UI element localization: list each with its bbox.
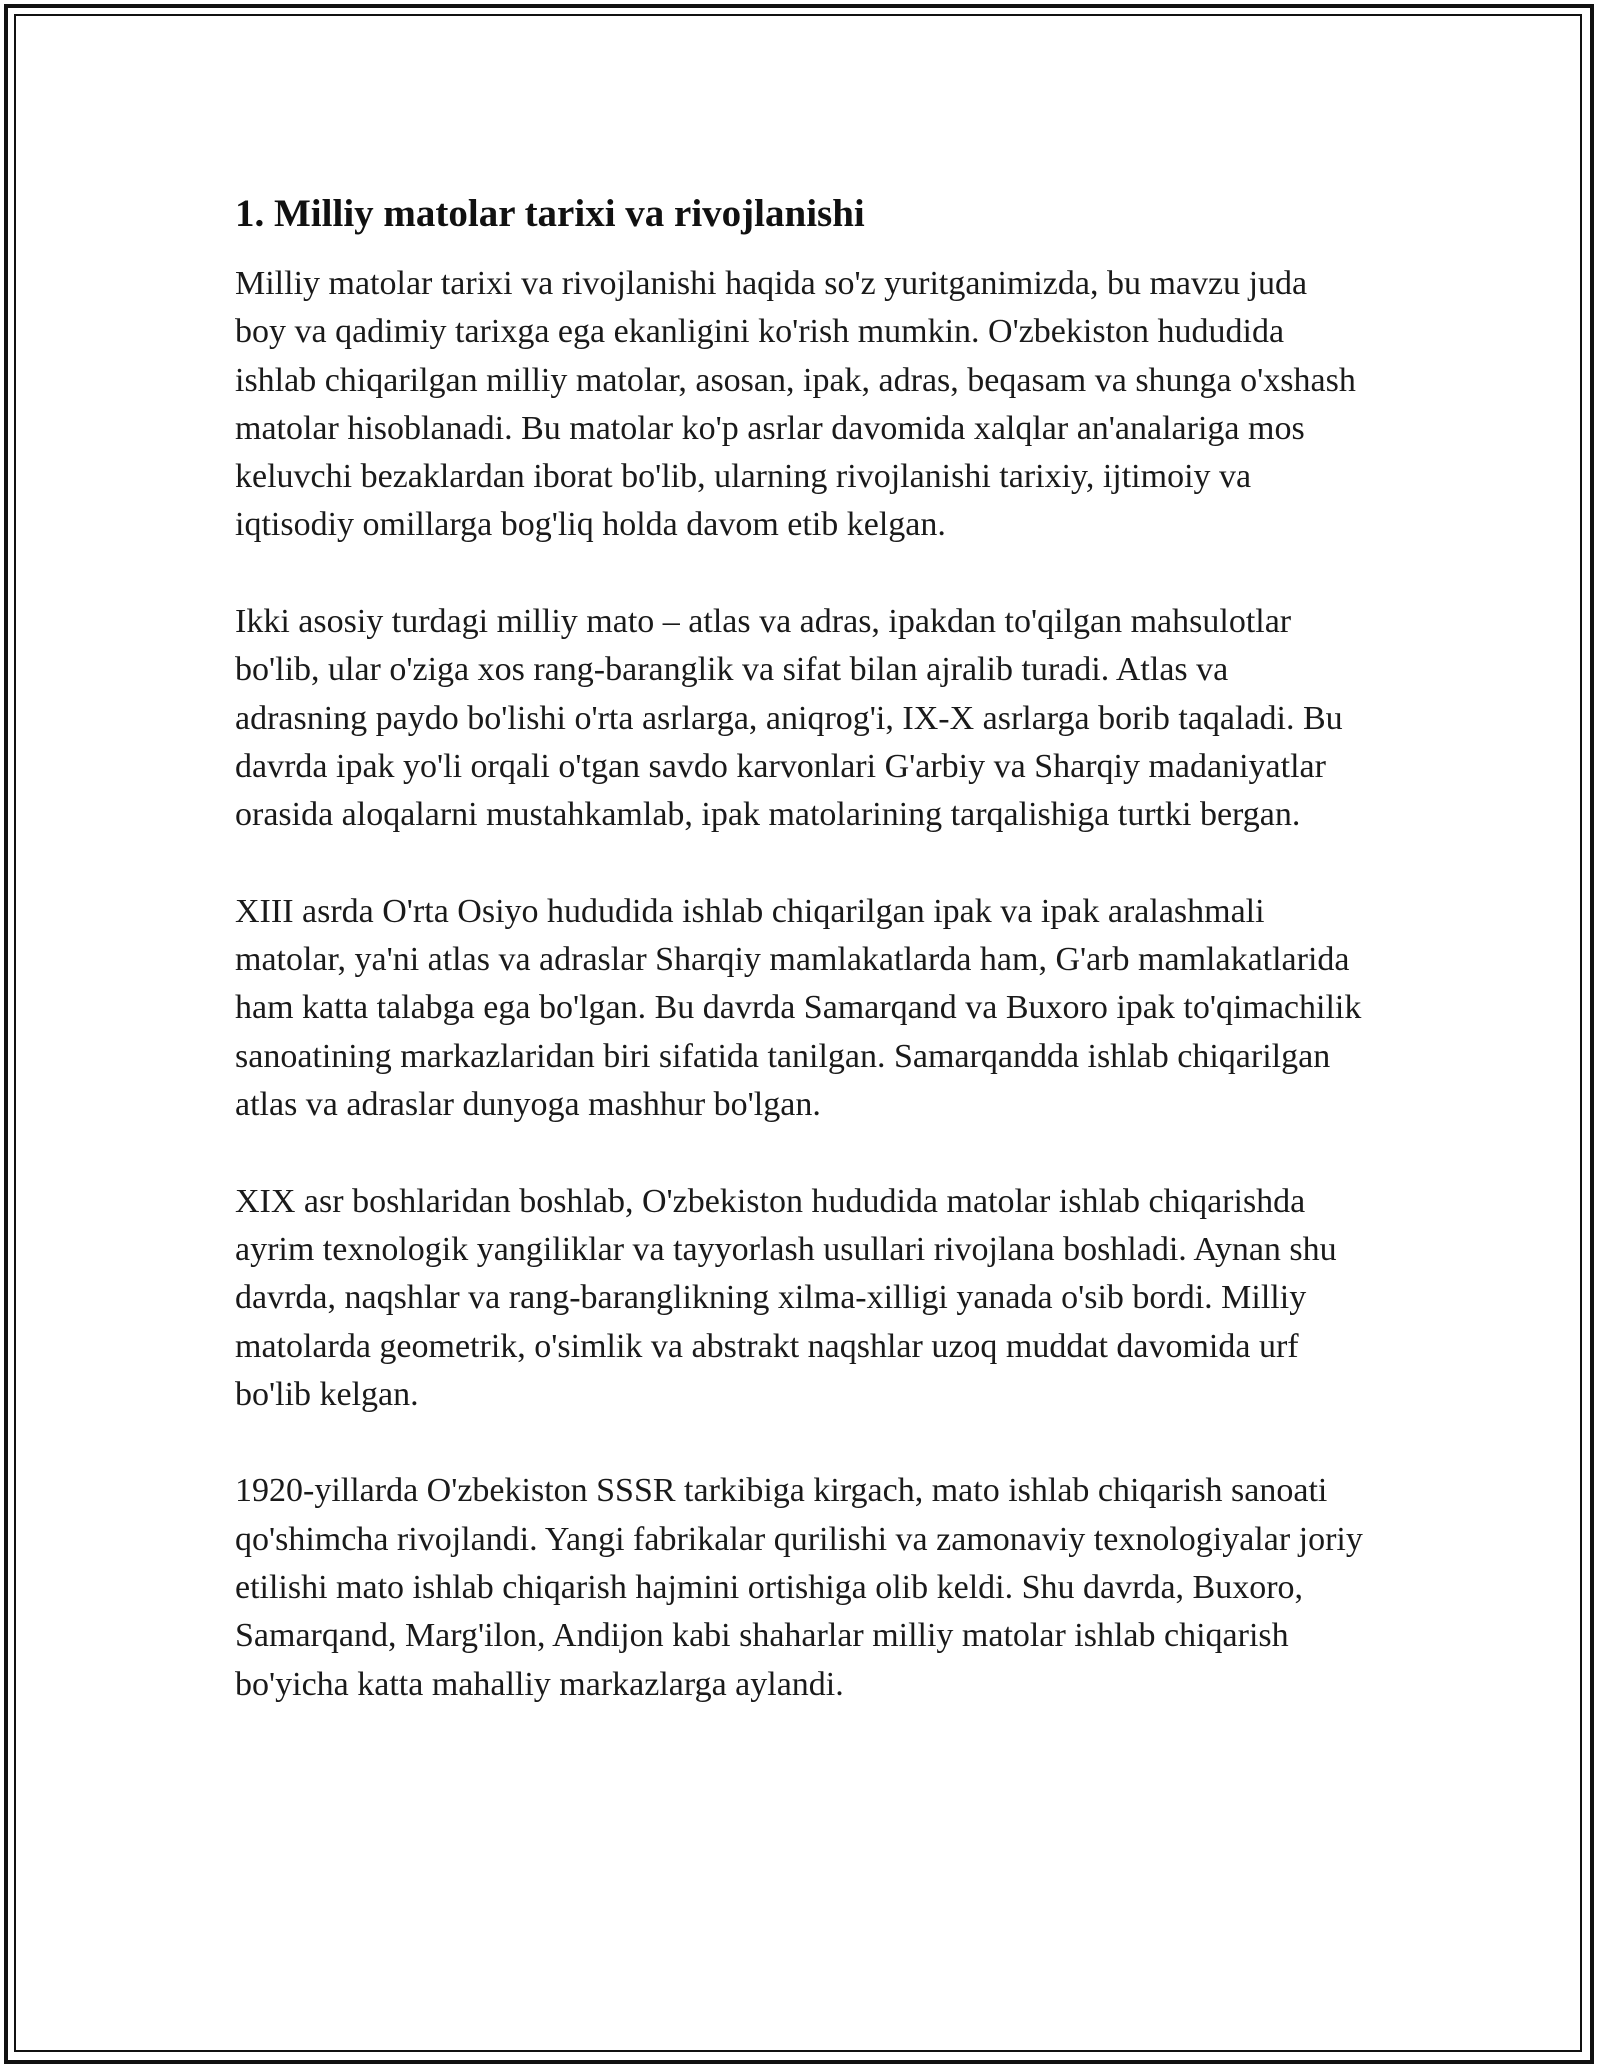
paragraph-3: XIII asrda O'rta Osiyo hududida ishlab chiqarilgan ipak va ipak aralashmali matolar, ya'ni atlas va adraslar Sharqiy mamlakatlarda ham, G'arb mamlakatlarida ham katta talabga ega bo'lgan. Bu davrda Samarqand va Buxoro ipak to'qimachilik sanoatining markazlaridan biri sifatida tanilgan. Samarqandda ishlab chiqarilgan atlas va adraslar dunyoga mashhur bo'lgan. <box>235 892 1362 1124</box>
paragraph-1: Milliy matolar tarixi va rivojlanishi haqida so'z yuritganimizda, bu mavzu juda boy va qadimiy tarixga ega ekanligini ko'rish mumkin. O'zbekiston hududida ishlab chiqarilgan milliy matolar, asosan, ipak, adras, beqasam va shunga o'xshash matolar hisoblanadi. Bu matolar ko'p asrlar davomida xalqlar an'analariga mos keluvchi bezaklardan iborat bo'lib, ularning rivojlanishi tarixiy, ijtimoiy va iqtisodiy omillarga bog'liq holda davom etib kelgan. <box>235 265 1356 544</box>
paragraph-4: XIX asr boshlaridan boshlab, O'zbekiston hududida matolar ishlab chiqarishda ayrim texnologik yangiliklar va tayyorlash usullari rivojlana boshladi. Aynan shu davrda, naqshlar va rang-baranglikning xilma-xilligi yanada o'sib bordi. Milliy matolarda geometrik, o'simlik va abstrakt naqshlar uzoq muddat davomida urf bo'lib kelgan. <box>235 1182 1337 1413</box>
paragraph-2: Ikki asosiy turdagi milliy mato – atlas va adras, ipakdan to'qilgan mahsulotlar bo'lib, ular o'ziga xos rang-baranglik va sifat bilan ajralib turadi. Atlas va adrasning paydo bo'lishi o'rta asrlarga, aniqrog'i, IX-X asrlarga borib taqaladi. Bu davrda ipak yo'li orqali o'tgan savdo karvonlari G'arbiy va Sharqiy madaniyatlar orasida aloqalarni mustahkamlab, ipak matolarining tarqalishiga turtki bergan. <box>235 603 1343 834</box>
section-title: 1. Milliy matolar tarixi va rivojlanishi <box>235 192 865 235</box>
paragraph-5: 1920-yillarda O'zbekiston SSSR tarkibiga kirgach, mato ishlab chiqarish sanoati qo'shimcha rivojlandi. Yangi fabrikalar qurilishi va zamonaviy texnologiyalar joriy etilishi mato ishlab chiqarish hajmini ortishiga olib keldi. Shu davrda, Buxoro, Samarqand, Marg'ilon, Andijon kabi shaharlar milliy matolar ishlab chiqarish bo'yicha katta mahalliy markazlarga aylandi. <box>235 1472 1363 1703</box>
document-body <box>235 188 1365 1757</box>
